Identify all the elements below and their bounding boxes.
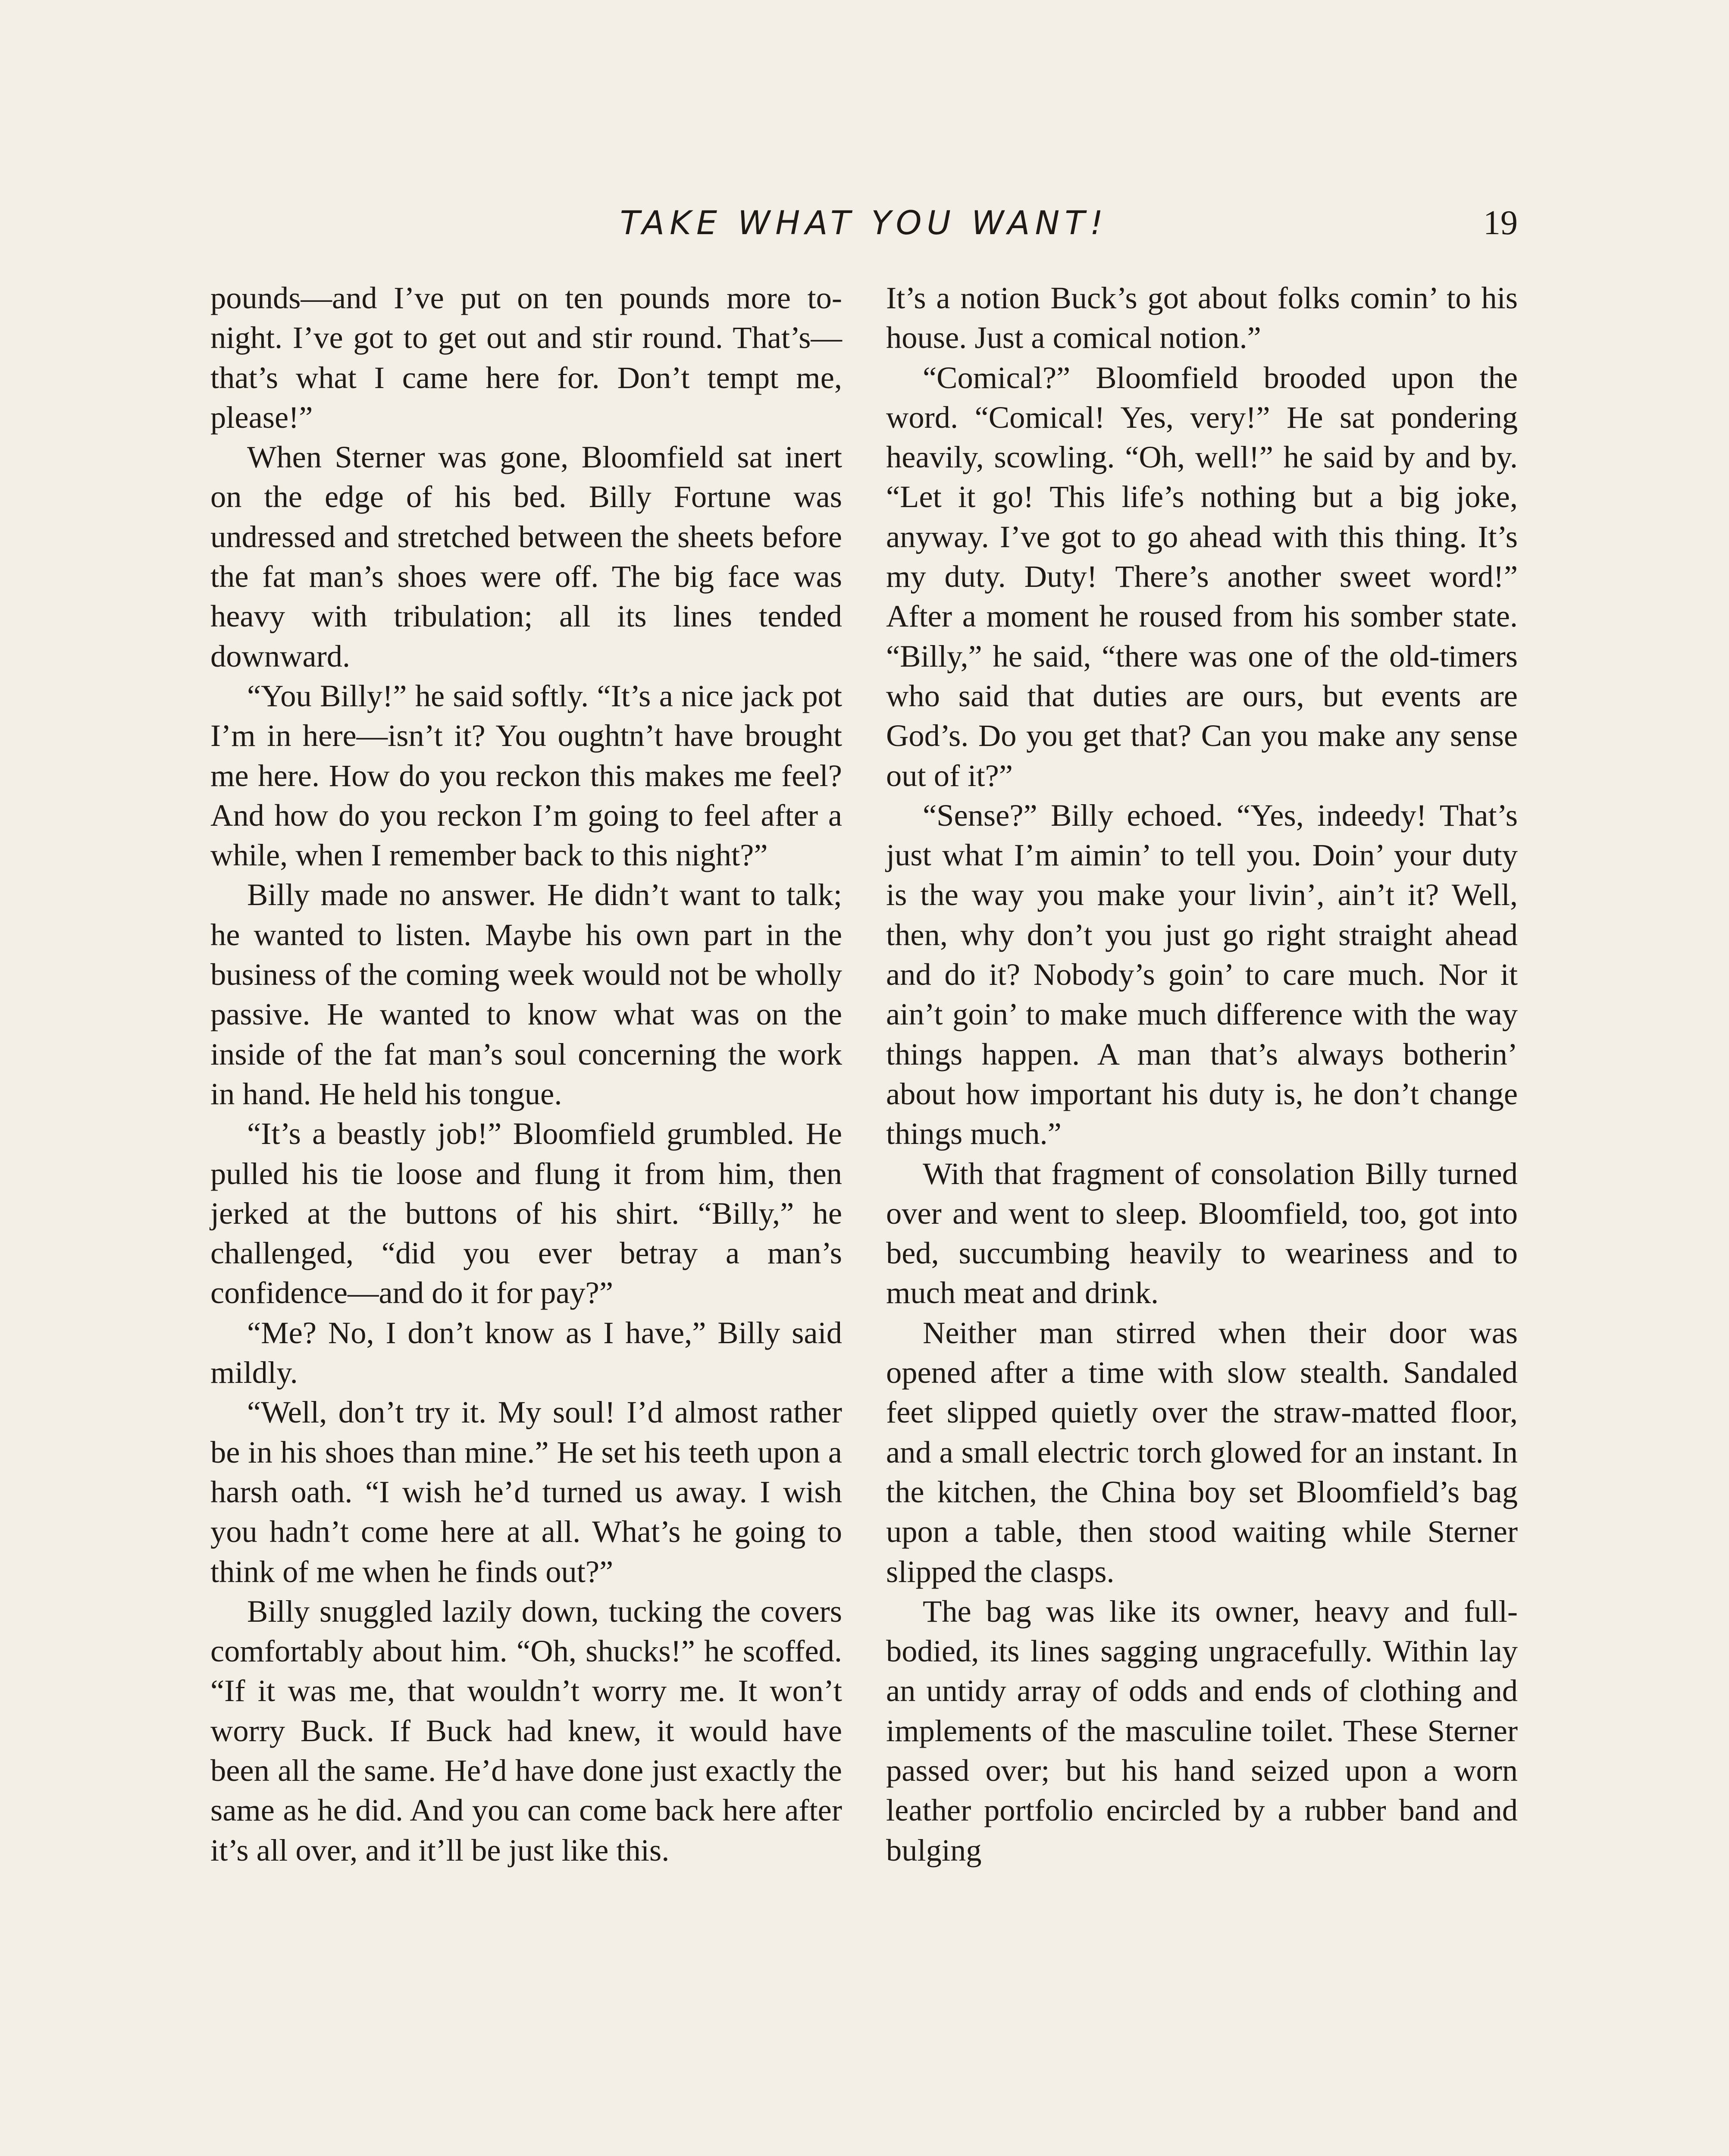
paragraph: “Well, don’t try it. My soul! I’d almost rather be in his shoes than mine.” He set his teeth upon a harsh oath. “I wish he’d turned us away. I wish you hadn’t come here at all. What’s he going to think of me when he finds out?” (210, 1395, 842, 1589)
paragraph: The bag was like its owner, heavy and full-bodied, its lines sagging ungracefully. Within lay an untidy array of odds and ends of clothing and implements of the masculine toilet. These Sterner passed over; but his hand seized upon a worn leather portfolio encircled by a rubber band and bulging (886, 1593, 1518, 1868)
right-column (886, 278, 1518, 1870)
paragraph: “Comical?” Bloomfield brooded upon the word. “Comical! Yes, very!” He sat pondering heavily, scowling. “Oh, well!” he said by and by. “Let it go! This life’s nothing but a big joke, anyway. I’ve got to go ahead with this thing. It’s my duty. Duty! There’s another sweet word!” After a moment he roused from his somber state. “Billy,” he said, “there was one of the old-timers who said that duties are ours, but events are God’s. Do you get that? Can you make any sense out of it?” (886, 360, 1518, 793)
left-column (210, 278, 842, 1870)
paragraph: It’s a notion Buck’s got about folks comin’ to his house. Just a comical notion.” (886, 280, 1518, 355)
running-title: TAKE WHAT YOU WANT! (620, 204, 1109, 242)
paragraph: pounds—and I’ve put on ten pounds more to-night. I’ve got to get out and stir round. That’s—that’s what I came here for. Don’t tempt me, please!” (210, 280, 842, 435)
paragraph: “You Billy!” he said softly. “It’s a nice jack pot I’m in here—isn’t it? You oughtn’t have brought me here. How do you reckon this makes me feel? And how do you reckon I’m going to feel after a while, when I remember back to this night?” (210, 678, 842, 873)
paragraph: Billy snuggled lazily down, tucking the covers comfortably about him. “Oh, shucks!” he scoffed. “If it was me, that wouldn’t worry me. It won’t worry Buck. If Buck had knew, it would have been all the same. He’d have done just exactly the same as he did. And you can come back here after it’s all over, and it’ll be just like this. (210, 1593, 842, 1868)
paragraph: Neither man stirred when their door was opened after a time with slow stealth. Sandaled feet slipped quietly over the straw-matted floor, and a small electric torch glowed for an instant. In the kitchen, the China boy set Bloomfield’s bag upon a table, then stood waiting while Sterner slipped the clasps. (886, 1315, 1518, 1589)
paragraph: “Me? No, I don’t know as I have,” Billy said mildly. (210, 1315, 842, 1390)
paragraph: “It’s a beastly job!” Bloomfield grumbled. He pulled his tie loose and flung it from him, then jerked at the buttons of his shirt. “Billy,” he challenged, “did you ever betray a man’s confidence—and do it for pay?” (210, 1116, 842, 1310)
paragraph: “Sense?” Billy echoed. “Yes, indeedy! That’s just what I’m aimin’ to tell you. Doin’ your duty is the way you make your livin’, ain’t it? Well, then, why don’t you just go right straight ahead and do it? Nobody’s goin’ to care much. Nor it ain’t goin’ to make much difference with the way things happen. A man that’s always botherin’ about how important his duty is, he don’t change things much.” (886, 797, 1518, 1151)
page-number: 19 (1483, 204, 1518, 242)
paragraph: With that fragment of consolation Billy turned over and went to sleep. Bloomfield, too, got into bed, succumbing heavily to weariness and to much meat and drink. (886, 1156, 1518, 1310)
page-header (210, 199, 1518, 247)
paragraph: Billy made no answer. He didn’t want to talk; he wanted to listen. Maybe his own part in the business of the coming week would not be wholly passive. He wanted to know what was on the inside of the fat man’s soul concerning the work in hand. He held his tongue. (210, 877, 842, 1111)
paragraph: When Sterner was gone, Bloomfield sat inert on the edge of his bed. Billy Fortune was undressed and stretched between the sheets before the fat man’s shoes were off. The big face was heavy with tribulation; all its lines tended downward. (210, 439, 842, 674)
